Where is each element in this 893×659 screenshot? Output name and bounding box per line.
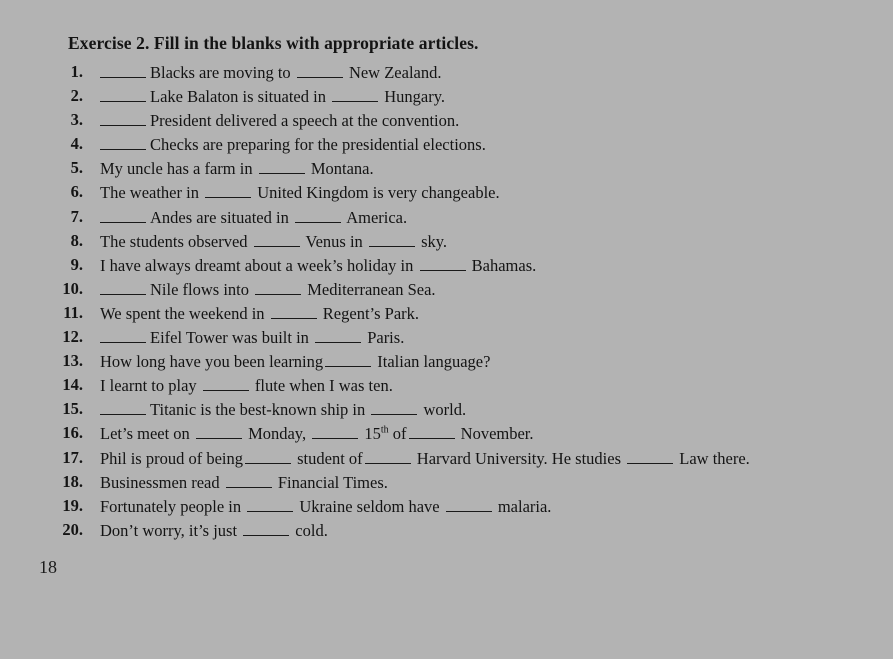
item-number: 13. <box>62 351 83 371</box>
item-fragment: Businessmen read <box>100 472 220 492</box>
exercise-item <box>0 472 893 496</box>
exercise-item <box>0 375 893 399</box>
item-fragment: America. <box>346 207 408 227</box>
item-number: 18. <box>62 471 83 491</box>
exercise-item <box>0 279 893 303</box>
exercise-item <box>0 327 893 351</box>
exercise-item <box>0 351 893 375</box>
item-fragment: Blacks are moving to <box>150 63 291 82</box>
item-fragment: flute when I was ten. <box>254 376 393 396</box>
item-number: 6. <box>70 182 83 202</box>
answer-blank[interactable] <box>312 423 358 439</box>
answer-blank[interactable] <box>100 86 146 102</box>
answer-blank[interactable] <box>100 327 146 343</box>
item-fragment: Montana. <box>310 159 374 179</box>
item-fragment: Harvard University. He studies <box>416 448 622 468</box>
item-number: 16. <box>62 423 83 443</box>
item-text <box>100 351 490 372</box>
item-number: 9. <box>70 254 83 274</box>
answer-blank[interactable] <box>325 351 371 367</box>
item-fragment: How long have you been learning <box>100 352 324 372</box>
answer-blank[interactable] <box>100 110 146 126</box>
item-fragment: I learnt to play <box>100 376 197 396</box>
exercise-item <box>0 86 893 110</box>
item-fragment: Law there. <box>679 448 750 468</box>
item-fragment: Hungary. <box>384 87 446 107</box>
item-fragment: United Kingdom is very changeable. <box>257 183 500 203</box>
answer-blank[interactable] <box>243 520 289 536</box>
answer-blank[interactable] <box>226 472 272 488</box>
item-number: 5. <box>70 158 83 178</box>
answer-blank[interactable] <box>365 448 411 464</box>
exercise-item <box>0 399 893 423</box>
item-fragment: 15 <box>364 424 381 444</box>
answer-blank[interactable] <box>255 279 301 295</box>
answer-blank[interactable] <box>100 62 146 78</box>
answer-blank[interactable] <box>271 303 317 319</box>
item-fragment: Ukraine seldom have <box>299 496 440 516</box>
answer-blank[interactable] <box>247 496 293 512</box>
answer-blank[interactable] <box>295 207 341 223</box>
item-fragment: The students observed <box>100 231 248 251</box>
item-number: 2. <box>70 86 83 106</box>
item-number: 4. <box>70 134 83 154</box>
item-number: 12. <box>62 327 83 347</box>
answer-blank[interactable] <box>203 375 249 391</box>
item-fragment: Financial Times. <box>277 472 388 492</box>
item-fragment: Checks are preparing for the presidential elections. <box>150 135 486 155</box>
item-number: 14. <box>62 375 83 395</box>
item-number: 17. <box>62 447 83 467</box>
item-fragment: My uncle has a farm in <box>100 159 253 179</box>
item-fragment: Let’s meet on <box>100 424 190 444</box>
item-number: 19. <box>62 495 83 515</box>
item-fragment: Phil is proud of being <box>100 448 243 468</box>
item-number: 15. <box>62 399 83 419</box>
item-text <box>100 472 388 493</box>
item-fragment: Italian language? <box>377 352 491 372</box>
item-fragment: I have always dreamt about a week’s holiday in <box>100 255 414 275</box>
item-text <box>100 86 445 107</box>
item-fragment: Regent’s Park. <box>322 303 420 323</box>
item-fragment: Lake Balaton is situated in <box>150 87 326 107</box>
item-text <box>100 158 374 179</box>
item-fragment: student of <box>297 448 363 468</box>
item-fragment: Eifel Tower was built in <box>150 328 309 348</box>
exercise-item <box>0 448 893 472</box>
item-text <box>100 423 534 444</box>
exercise-item <box>0 134 893 158</box>
item-fragment: cold. <box>295 520 328 540</box>
answer-blank[interactable] <box>259 158 305 174</box>
item-fragment: November. <box>460 424 534 444</box>
answer-blank[interactable] <box>205 182 251 198</box>
exercise-item <box>0 255 893 279</box>
answer-blank[interactable] <box>420 255 466 271</box>
item-number: 11. <box>63 302 83 322</box>
item-text <box>100 279 436 300</box>
item-fragment: We spent the weekend in <box>100 303 265 323</box>
item-text <box>100 496 551 517</box>
exercise-item <box>0 158 893 182</box>
item-fragment: President delivered a speech at the convention. <box>150 111 460 131</box>
item-number: 8. <box>70 230 83 250</box>
item-number: 10. <box>62 278 83 298</box>
item-fragment: malaria. <box>497 496 552 516</box>
answer-blank[interactable] <box>297 62 343 78</box>
answer-blank[interactable] <box>627 448 673 464</box>
answer-blank[interactable] <box>371 399 417 415</box>
answer-blank[interactable] <box>369 231 415 247</box>
item-text <box>100 520 328 541</box>
item-fragment: The weather in <box>100 183 199 203</box>
exercise-list <box>0 62 893 544</box>
answer-blank[interactable] <box>409 423 455 439</box>
item-fragment: Bahamas. <box>471 255 537 275</box>
answer-blank[interactable] <box>315 327 361 343</box>
item-text <box>100 134 486 155</box>
exercise-item <box>0 520 893 544</box>
item-fragment: New Zealand. <box>348 63 442 82</box>
item-text <box>100 399 466 420</box>
item-fragment: Nile flows into <box>150 279 249 299</box>
exercise-item <box>0 110 893 134</box>
item-fragment: Paris. <box>367 328 405 348</box>
item-number: 3. <box>70 110 83 130</box>
item-number: 20. <box>62 519 83 539</box>
answer-blank[interactable] <box>196 423 242 439</box>
item-fragment: world. <box>423 400 467 420</box>
item-number: 7. <box>70 206 83 226</box>
item-text <box>100 255 536 276</box>
item-text <box>100 182 500 203</box>
item-fragment: Mediterranean Sea. <box>307 279 436 299</box>
item-text <box>100 375 393 396</box>
item-fragment: Venus in <box>305 231 363 251</box>
item-fragment: Andes are situated in <box>150 207 289 227</box>
exercise-item <box>0 231 893 255</box>
answer-blank[interactable] <box>446 496 492 512</box>
ordinal-suffix: th <box>380 424 389 436</box>
exercise-title: Exercise 2. Fill in the blanks with appropriate articles. <box>68 33 479 53</box>
item-text <box>100 231 447 252</box>
item-fragment: Don’t worry, it’s just <box>100 520 238 540</box>
answer-blank[interactable] <box>245 448 291 464</box>
item-number: 1. <box>70 62 83 81</box>
item-fragment: Titanic is the best-known ship in <box>150 400 366 420</box>
answer-blank[interactable] <box>254 231 300 247</box>
exercise-item <box>0 496 893 520</box>
page-number: 18 <box>39 557 57 577</box>
item-text <box>100 448 750 469</box>
exercise-item <box>0 207 893 231</box>
item-fragment: Fortunately people in <box>100 496 242 516</box>
item-fragment: of <box>392 424 407 444</box>
item-text <box>100 327 404 348</box>
exercise-item <box>0 182 893 206</box>
exercise-item <box>0 423 893 447</box>
exercise-item <box>0 303 893 327</box>
answer-blank[interactable] <box>100 207 146 223</box>
answer-blank[interactable] <box>100 134 146 150</box>
item-fragment: Monday, <box>248 424 307 444</box>
item-text <box>100 207 407 228</box>
item-text <box>100 62 441 83</box>
answer-blank[interactable] <box>100 279 146 295</box>
item-text <box>100 110 459 131</box>
exercise-item <box>0 62 893 86</box>
item-text <box>100 303 419 324</box>
item-fragment: sky. <box>421 231 448 251</box>
answer-blank[interactable] <box>332 86 378 102</box>
answer-blank[interactable] <box>100 399 146 415</box>
